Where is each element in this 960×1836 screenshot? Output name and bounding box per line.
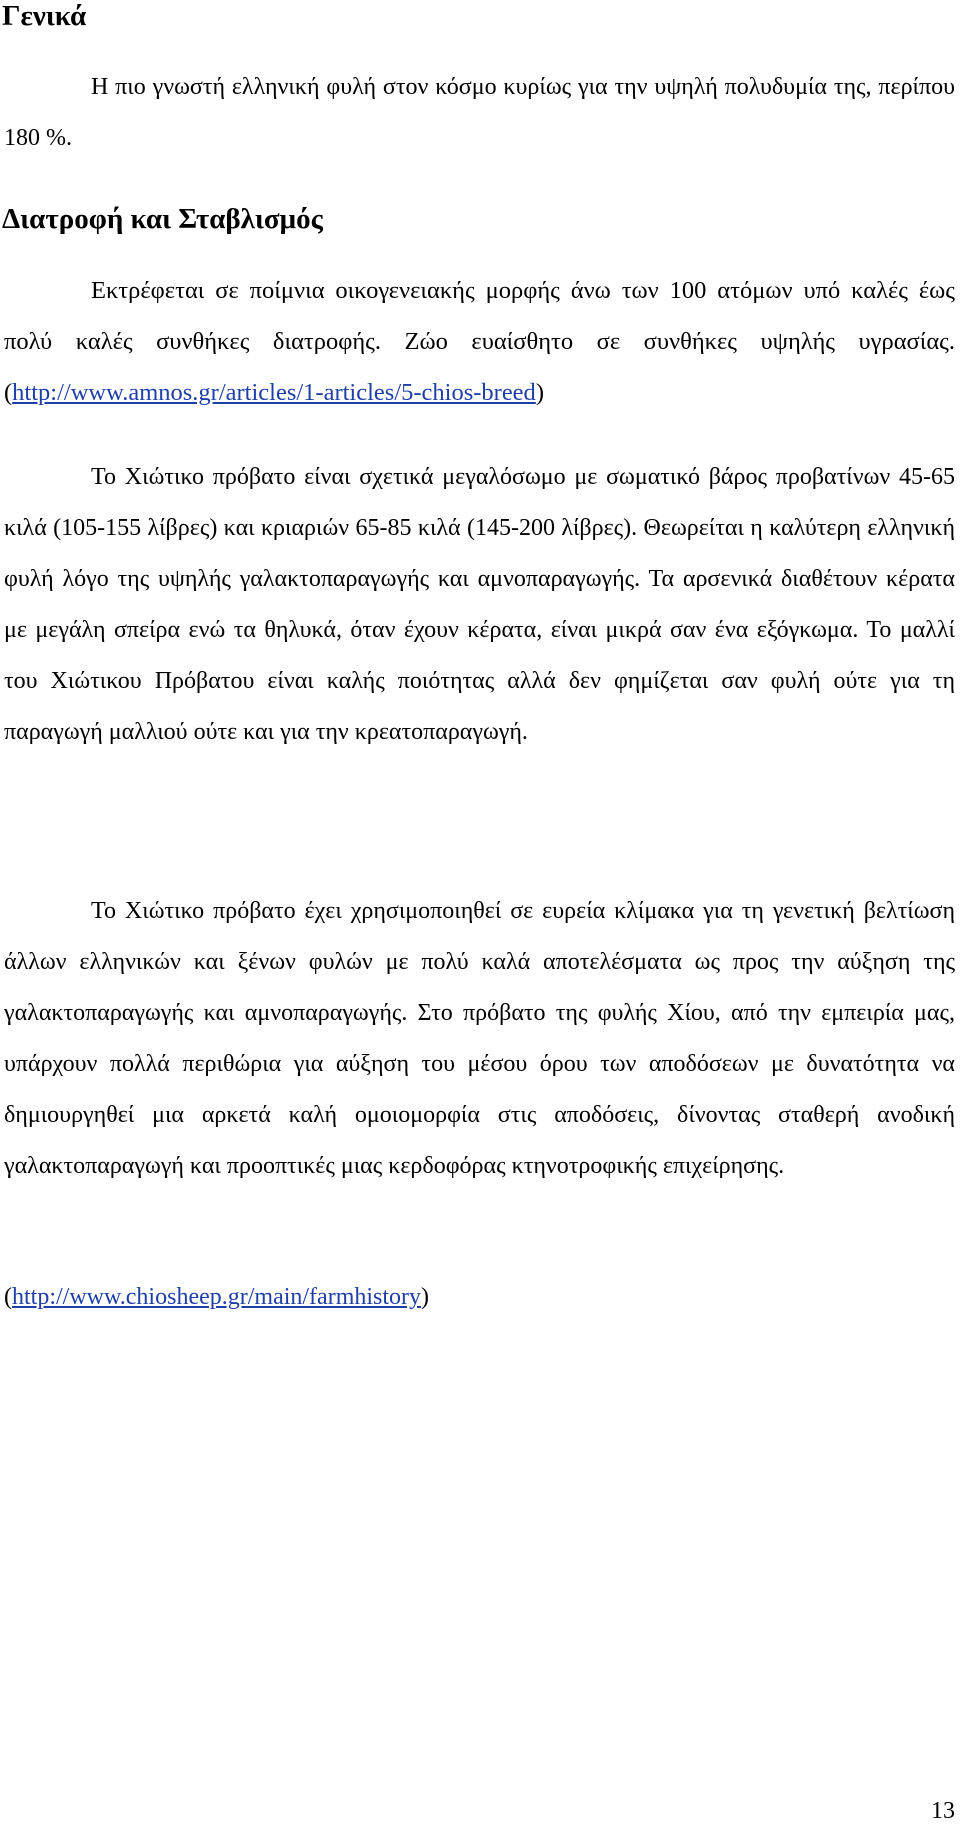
heading-general: Γενικά	[2, 0, 87, 32]
paragraph-description	[4, 452, 955, 758]
paragraph-feeding	[4, 265, 955, 418]
paragraph-improvement-text: Το Χιώτικο πρόβατο έχει χρησιμοποιηθεί σε ευρεία κλίμακα για τη γενετική βελτίωση άλλων ελληνικών και ξένων φυλών με πολύ καλά αποτελέσματα ως προς την αύξηση της γαλακτοπαραγωγής και αμνοπαραγωγής. Στο πρόβατο της φυλής Χίου, από την εμπειρία μας, υπάρχουν πολλά περιθώρια για αύξηση του μέσου όρου των αποδόσεων με δυνατότητα να δημιουργηθεί μια αρκετά καλή ομοιομορφία στις αποδόσεις, δίνοντας σταθερή ανοδική γαλακτοπαραγωγή και προοπτικές μιας κερδοφόρας κτηνοτροφικής επιχείρησης.	[4, 898, 955, 1179]
chiosheep-source-link[interactable]: http://www.chiosheep.gr/main/farmhistory	[12, 1284, 422, 1310]
source-close-paren: )	[421, 1284, 430, 1310]
page-number: 13	[931, 1798, 955, 1824]
paragraph-feeding-text: Εκτρέφεται σε ποίμνια οικογενειακής μορφής άνω των 100 ατόμων υπό καλές έως πολύ καλές συνθήκες διατροφής. Ζώο ευαίσθητο σε συνθήκες υψηλής υγρασίας. (	[4, 277, 955, 406]
paragraph-general	[4, 62, 955, 164]
source-citation	[4, 1272, 955, 1323]
paragraph-feeding-close: )	[535, 379, 544, 406]
paragraph-general-text: Η πιο γνωστή ελληνική φυλή στον κόσμο κυρίως για την υψηλή πολυδυμία της, περίπου 180 %.	[4, 74, 955, 151]
paragraph-improvement	[4, 886, 955, 1192]
source-open-paren: (	[4, 1284, 12, 1310]
amnos-source-link[interactable]: http://www.amnos.gr/articles/1-articles/5-chios-breed	[12, 379, 536, 406]
paragraph-description-text: Το Χιώτικο πρόβατο είναι σχετικά μεγαλόσωμο με σωματικό βάρος προβατίνων 45-65 κιλά (105-155 λίβρες) και κριαριών 65-85 κιλά (145-200 λίβρες). Θεωρείται η καλύτερη ελληνική φυλή λόγο της υψηλής γαλακτοπαραγωγής και αμνοπαραγωγής. Τα αρσενικά διαθέτουν κέρατα με μεγάλη σπείρα ενώ τα θηλυκά, όταν έχουν κέρατα, είναι μικρά σαν ένα εξόγκωμα. Το μαλλί του Χιώτικου Πρόβατου είναι καλής ποιότητας αλλά δεν φημίζεται σαν φυλή ούτε για τη παραγωγή μαλλιού ούτε και για την κρεατοπαραγωγή.	[4, 464, 955, 745]
heading-feeding: Διατροφή και Σταβλισμός	[2, 203, 323, 235]
